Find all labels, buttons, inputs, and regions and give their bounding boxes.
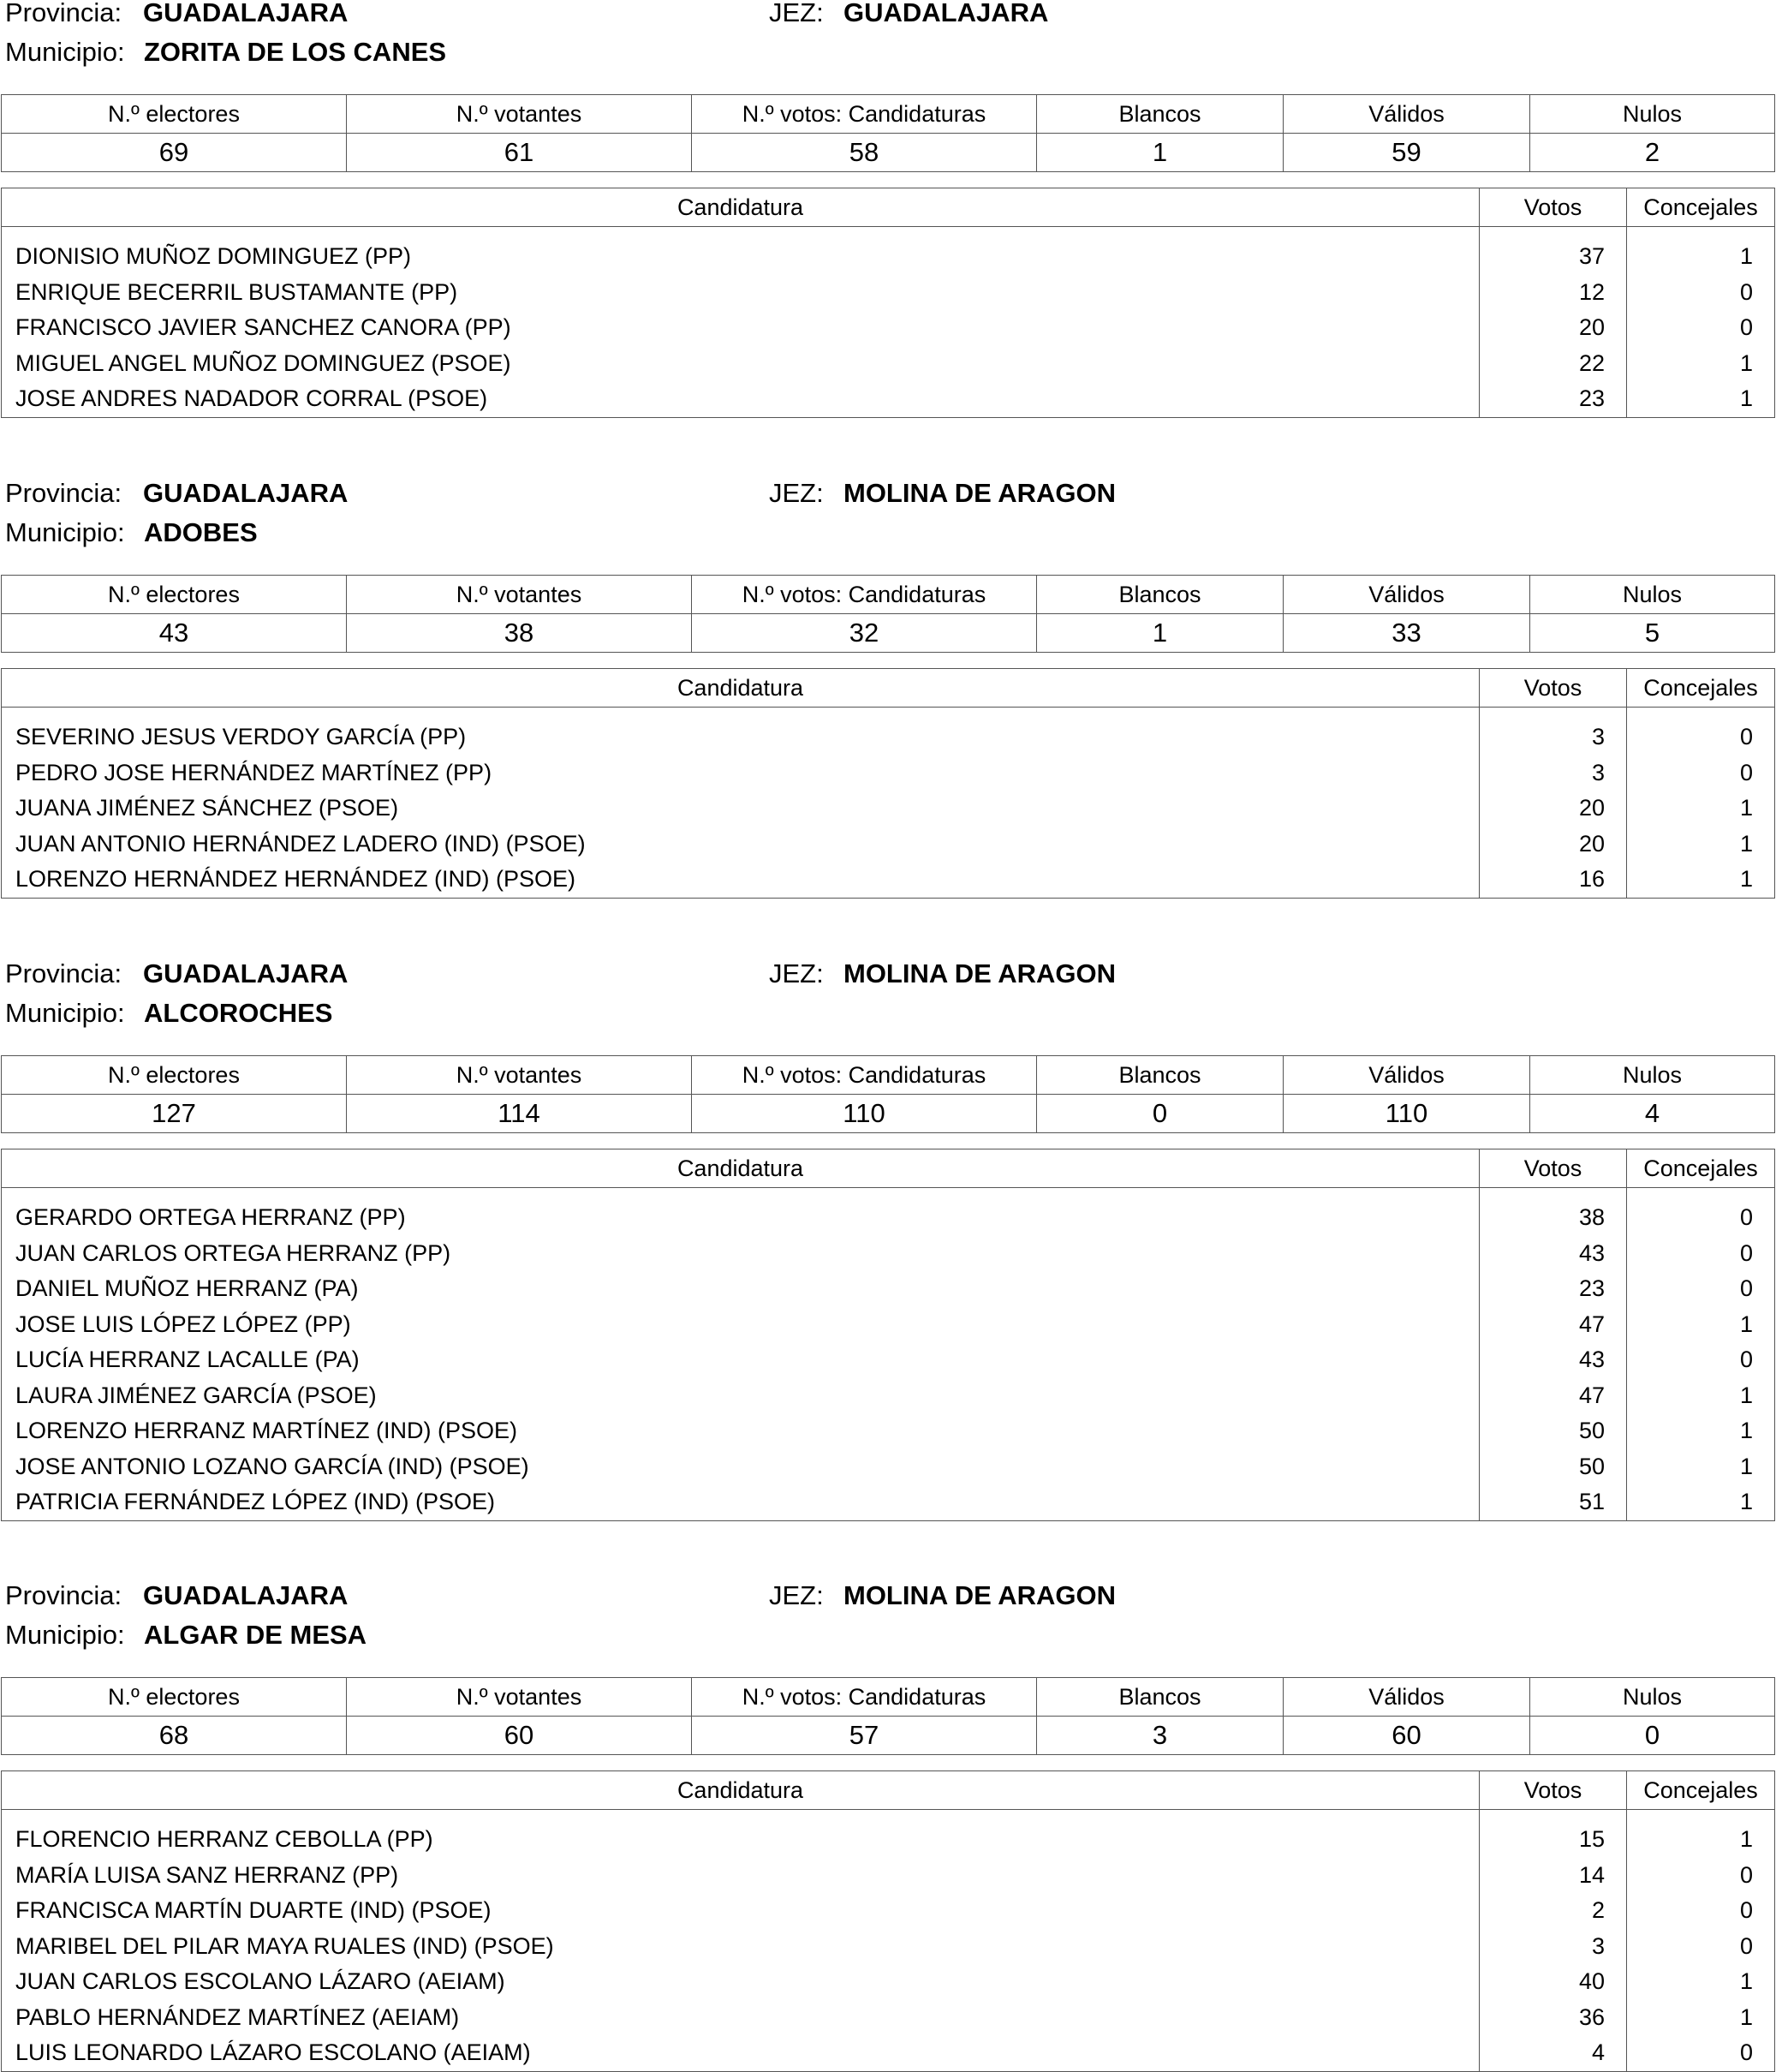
summary-header-nulos: Nulos (1530, 1678, 1775, 1717)
summary-header-electores: N.º electores (2, 1056, 347, 1095)
candidate-name: MARÍA LUISA SANZ HERRANZ (PP) (2, 1858, 1480, 1894)
summary-header-blancos: Blancos (1037, 1678, 1284, 1717)
summary-value-votos_cand: 32 (692, 614, 1037, 653)
candidate-row (2, 310, 1775, 346)
candidate-concejales: 1 (1627, 791, 1775, 827)
candidate-votes: 3 (1480, 755, 1627, 791)
jez-label: JEZ: (769, 478, 824, 508)
summary-value-nulos: 5 (1530, 614, 1775, 653)
summary-header-electores: N.º electores (2, 95, 347, 134)
candidate-name: LORENZO HERNÁNDEZ HERNÁNDEZ (IND) (PSOE) (2, 862, 1480, 898)
candidate-row (2, 1188, 1775, 1236)
candidate-votes: 47 (1480, 1378, 1627, 1414)
summary-header-blancos: Blancos (1037, 95, 1284, 134)
candidate-name: LAURA JIMÉNEZ GARCÍA (PSOE) (2, 1378, 1480, 1414)
candidate-name: JUAN CARLOS ORTEGA HERRANZ (PP) (2, 1236, 1480, 1272)
concejales-header: Concejales (1627, 669, 1775, 708)
candidate-name: MIGUEL ANGEL MUÑOZ DOMINGUEZ (PSOE) (2, 346, 1480, 382)
candidates-table (1, 188, 1775, 418)
summary-value-electores: 68 (2, 1717, 347, 1755)
candidate-votes: 22 (1480, 346, 1627, 382)
candidate-row (2, 1378, 1775, 1414)
candidate-votes: 20 (1480, 827, 1627, 863)
municipio-line (5, 517, 258, 547)
summary-value-validos: 33 (1284, 614, 1530, 653)
summary-value-electores: 69 (2, 134, 347, 172)
summary-header-validos: Válidos (1284, 576, 1530, 614)
provincia-label: Provincia: (5, 478, 122, 508)
candidate-votes: 43 (1480, 1236, 1627, 1272)
candidate-name: GERARDO ORTEGA HERRANZ (PP) (2, 1188, 1480, 1236)
summary-value-blancos: 1 (1037, 614, 1284, 653)
candidate-votes: 47 (1480, 1307, 1627, 1343)
summary-header-votos_cand: N.º votos: Candidaturas (692, 95, 1037, 134)
summary-value-blancos: 1 (1037, 134, 1284, 172)
summary-value-validos: 110 (1284, 1095, 1530, 1133)
candidate-votes: 43 (1480, 1342, 1627, 1378)
summary-header-validos: Válidos (1284, 1056, 1530, 1095)
summary-header-votos_cand: N.º votos: Candidaturas (692, 1056, 1037, 1095)
summary-value-nulos: 0 (1530, 1717, 1775, 1755)
provincia-line (5, 478, 349, 508)
candidate-row (2, 1964, 1775, 2000)
summary-value-blancos: 3 (1037, 1717, 1284, 1755)
candidate-concejales: 0 (1627, 2035, 1775, 2071)
municipio-value: ADOBES (144, 517, 258, 547)
provincia-value: GUADALAJARA (143, 1580, 349, 1610)
provincia-value: GUADALAJARA (143, 958, 349, 988)
candidate-votes: 36 (1480, 2000, 1627, 2036)
provincia-value: GUADALAJARA (143, 0, 349, 27)
summary-table (1, 94, 1775, 172)
candidate-concejales: 1 (1627, 1307, 1775, 1343)
summary-value-nulos: 4 (1530, 1095, 1775, 1133)
summary-value-votos_cand: 57 (692, 1717, 1037, 1755)
candidate-votes: 14 (1480, 1858, 1627, 1894)
municipio-label: Municipio: (5, 1620, 125, 1650)
concejales-header: Concejales (1627, 1149, 1775, 1188)
candidate-row (2, 227, 1775, 275)
candidate-votes: 20 (1480, 791, 1627, 827)
candidate-concejales: 1 (1627, 1964, 1775, 2000)
summary-header-validos: Válidos (1284, 1678, 1530, 1717)
candidate-concejales: 1 (1627, 381, 1775, 417)
candidate-votes: 50 (1480, 1449, 1627, 1485)
candidate-concejales: 0 (1627, 1236, 1775, 1272)
candidate-concejales: 1 (1627, 862, 1775, 898)
candidate-name: LUIS LEONARDO LÁZARO ESCOLANO (AEIAM) (2, 2035, 1480, 2071)
summary-header-validos: Válidos (1284, 95, 1530, 134)
candidates-table (1, 668, 1775, 899)
candidate-votes: 16 (1480, 862, 1627, 898)
candidatura-header: Candidatura (2, 1771, 1480, 1810)
candidates-table (1, 1770, 1775, 2072)
summary-value-nulos: 2 (1530, 134, 1775, 172)
summary-header-electores: N.º electores (2, 576, 347, 614)
summary-value-votos_cand: 110 (692, 1095, 1037, 1133)
summary-table (1, 1677, 1775, 1755)
candidate-name: JOSE ANDRES NADADOR CORRAL (PSOE) (2, 381, 1480, 417)
candidate-name: FRANCISCO JAVIER SANCHEZ CANORA (PP) (2, 310, 1480, 346)
candidate-name: SEVERINO JESUS VERDOY GARCÍA (PP) (2, 708, 1480, 755)
candidate-concejales: 1 (1627, 1810, 1775, 1858)
candidate-name: PEDRO JOSE HERNÁNDEZ MARTÍNEZ (PP) (2, 755, 1480, 791)
summary-value-blancos: 0 (1037, 1095, 1284, 1133)
municipio-label: Municipio: (5, 517, 125, 547)
provincia-line (5, 1580, 349, 1610)
jez-value: MOLINA DE ARAGON (843, 1580, 1117, 1610)
candidatura-header: Candidatura (2, 669, 1480, 708)
candidates-table (1, 1149, 1775, 1521)
candidate-votes: 20 (1480, 310, 1627, 346)
municipio-value: ALCOROCHES (144, 998, 333, 1028)
summary-value-votantes: 114 (347, 1095, 692, 1133)
candidate-row (2, 2000, 1775, 2036)
summary-value-votos_cand: 58 (692, 134, 1037, 172)
candidate-concejales: 0 (1627, 1188, 1775, 1236)
candidate-name: JUAN CARLOS ESCOLANO LÁZARO (AEIAM) (2, 1964, 1480, 2000)
candidate-row (2, 2035, 1775, 2071)
votos-header: Votos (1480, 669, 1627, 708)
candidate-votes: 38 (1480, 1188, 1627, 1236)
jez-line (769, 958, 1117, 988)
candidate-name: JUAN ANTONIO HERNÁNDEZ LADERO (IND) (PSOE) (2, 827, 1480, 863)
jez-line (769, 478, 1117, 508)
candidate-concejales: 0 (1627, 1893, 1775, 1929)
candidate-concejales: 0 (1627, 708, 1775, 755)
candidate-name: ENRIQUE BECERRIL BUSTAMANTE (PP) (2, 275, 1480, 311)
candidate-name: FLORENCIO HERRANZ CEBOLLA (PP) (2, 1810, 1480, 1858)
candidate-row (2, 708, 1775, 755)
candidate-name: FRANCISCA MARTÍN DUARTE (IND) (PSOE) (2, 1893, 1480, 1929)
candidate-row (2, 275, 1775, 311)
candidate-row (2, 1413, 1775, 1449)
candidate-row (2, 1271, 1775, 1307)
candidate-name: DANIEL MUÑOZ HERRANZ (PA) (2, 1271, 1480, 1307)
candidate-concejales: 0 (1627, 1929, 1775, 1965)
candidate-concejales: 1 (1627, 346, 1775, 382)
summary-header-nulos: Nulos (1530, 1056, 1775, 1095)
jez-label: JEZ: (769, 958, 824, 988)
summary-value-electores: 43 (2, 614, 347, 653)
provincia-label: Provincia: (5, 958, 122, 988)
votos-header: Votos (1480, 188, 1627, 227)
candidate-concejales: 0 (1627, 275, 1775, 311)
candidate-concejales: 0 (1627, 755, 1775, 791)
candidate-row (2, 1858, 1775, 1894)
municipio-line (5, 998, 333, 1028)
municipio-line (5, 1620, 367, 1650)
candidate-row (2, 1484, 1775, 1520)
candidate-votes: 3 (1480, 1929, 1627, 1965)
candidate-row (2, 346, 1775, 382)
candidate-concejales: 0 (1627, 1342, 1775, 1378)
candidate-votes: 12 (1480, 275, 1627, 311)
votos-header: Votos (1480, 1149, 1627, 1188)
candidate-concejales: 0 (1627, 1858, 1775, 1894)
candidate-concejales: 1 (1627, 1378, 1775, 1414)
candidate-concejales: 1 (1627, 1449, 1775, 1485)
candidate-name: PABLO HERNÁNDEZ MARTÍNEZ (AEIAM) (2, 2000, 1480, 2036)
candidate-votes: 50 (1480, 1413, 1627, 1449)
votos-header: Votos (1480, 1771, 1627, 1810)
candidate-concejales: 0 (1627, 310, 1775, 346)
municipio-label: Municipio: (5, 998, 125, 1028)
concejales-header: Concejales (1627, 188, 1775, 227)
summary-table (1, 575, 1775, 653)
candidate-name: JOSE LUIS LÓPEZ LÓPEZ (PP) (2, 1307, 1480, 1343)
summary-value-votantes: 60 (347, 1717, 692, 1755)
candidate-name: JUANA JIMÉNEZ SÁNCHEZ (PSOE) (2, 791, 1480, 827)
candidate-concejales: 1 (1627, 827, 1775, 863)
candidate-row (2, 755, 1775, 791)
summary-header-votantes: N.º votantes (347, 1678, 692, 1717)
candidatura-header: Candidatura (2, 1149, 1480, 1188)
concejales-header: Concejales (1627, 1771, 1775, 1810)
provincia-label: Provincia: (5, 0, 122, 27)
candidate-concejales: 1 (1627, 1484, 1775, 1520)
jez-label: JEZ: (769, 0, 824, 27)
candidatura-header: Candidatura (2, 188, 1480, 227)
candidate-row (2, 381, 1775, 417)
summary-header-nulos: Nulos (1530, 95, 1775, 134)
candidate-name: MARIBEL DEL PILAR MAYA RUALES (IND) (PSOE) (2, 1929, 1480, 1965)
jez-value: GUADALAJARA (843, 0, 1049, 27)
candidate-row (2, 827, 1775, 863)
summary-value-electores: 127 (2, 1095, 347, 1133)
summary-header-blancos: Blancos (1037, 576, 1284, 614)
candidate-row (2, 1810, 1775, 1858)
summary-value-validos: 60 (1284, 1717, 1530, 1755)
candidate-votes: 2 (1480, 1893, 1627, 1929)
municipio-value: ALGAR DE MESA (144, 1620, 367, 1650)
summary-header-electores: N.º electores (2, 1678, 347, 1717)
candidate-row (2, 1929, 1775, 1965)
summary-value-validos: 59 (1284, 134, 1530, 172)
candidate-votes: 3 (1480, 708, 1627, 755)
candidate-name: LORENZO HERRANZ MARTÍNEZ (IND) (PSOE) (2, 1413, 1480, 1449)
jez-value: MOLINA DE ARAGON (843, 958, 1117, 988)
candidate-concejales: 1 (1627, 227, 1775, 275)
candidate-name: JOSE ANTONIO LOZANO GARCÍA (IND) (PSOE) (2, 1449, 1480, 1485)
summary-value-votantes: 61 (347, 134, 692, 172)
candidate-row (2, 791, 1775, 827)
candidate-votes: 51 (1480, 1484, 1627, 1520)
candidate-concejales: 0 (1627, 1271, 1775, 1307)
summary-table (1, 1055, 1775, 1133)
candidate-concejales: 1 (1627, 2000, 1775, 2036)
municipio-line (5, 37, 447, 67)
candidate-row (2, 1449, 1775, 1485)
municipio-label: Municipio: (5, 37, 125, 67)
provincia-label: Provincia: (5, 1580, 122, 1610)
jez-value: MOLINA DE ARAGON (843, 478, 1117, 508)
summary-header-votos_cand: N.º votos: Candidaturas (692, 576, 1037, 614)
jez-line (769, 0, 1049, 27)
municipio-value: ZORITA DE LOS CANES (144, 37, 447, 67)
candidate-row (2, 1342, 1775, 1378)
summary-header-votos_cand: N.º votos: Candidaturas (692, 1678, 1037, 1717)
summary-header-blancos: Blancos (1037, 1056, 1284, 1095)
candidate-votes: 23 (1480, 1271, 1627, 1307)
summary-header-votantes: N.º votantes (347, 95, 692, 134)
candidate-votes: 15 (1480, 1810, 1627, 1858)
summary-header-nulos: Nulos (1530, 576, 1775, 614)
provincia-value: GUADALAJARA (143, 478, 349, 508)
provincia-line (5, 0, 349, 27)
summary-header-votantes: N.º votantes (347, 576, 692, 614)
jez-label: JEZ: (769, 1580, 824, 1610)
candidate-votes: 40 (1480, 1964, 1627, 2000)
candidate-name: LUCÍA HERRANZ LACALLE (PA) (2, 1342, 1480, 1378)
summary-value-votantes: 38 (347, 614, 692, 653)
candidate-concejales: 1 (1627, 1413, 1775, 1449)
candidate-row (2, 862, 1775, 898)
jez-line (769, 1580, 1117, 1610)
candidate-votes: 4 (1480, 2035, 1627, 2071)
candidate-name: PATRICIA FERNÁNDEZ LÓPEZ (IND) (PSOE) (2, 1484, 1480, 1520)
candidate-row (2, 1893, 1775, 1929)
summary-header-votantes: N.º votantes (347, 1056, 692, 1095)
provincia-line (5, 958, 349, 988)
candidate-row (2, 1307, 1775, 1343)
candidate-row (2, 1236, 1775, 1272)
candidate-name: DIONISIO MUÑOZ DOMINGUEZ (PP) (2, 227, 1480, 275)
candidate-votes: 23 (1480, 381, 1627, 417)
candidate-votes: 37 (1480, 227, 1627, 275)
